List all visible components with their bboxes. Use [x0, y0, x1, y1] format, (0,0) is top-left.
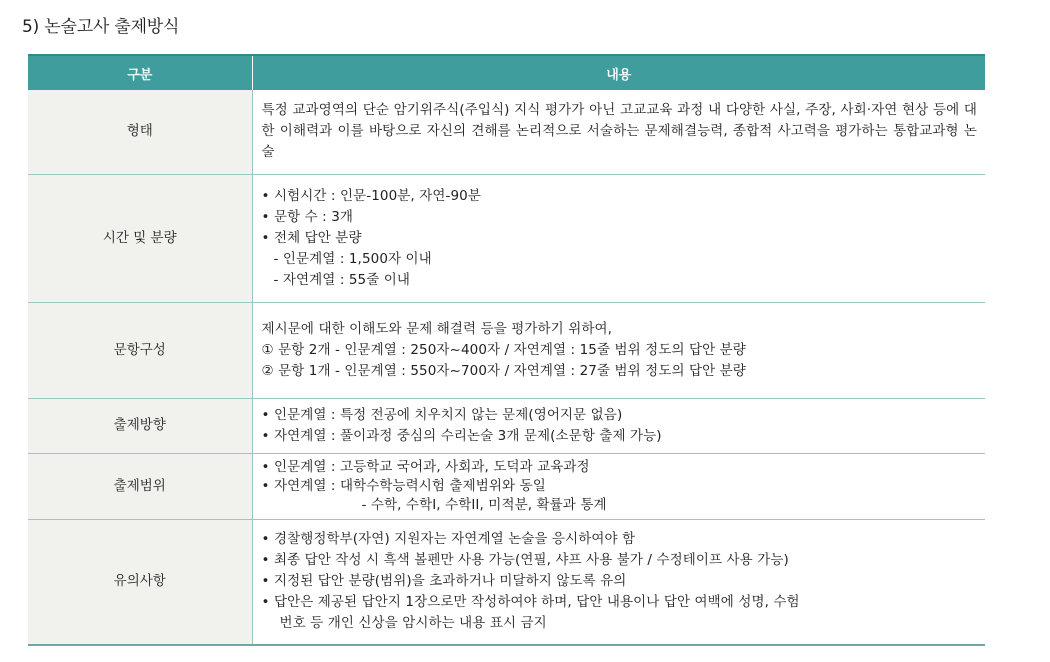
header-category: 구분	[28, 55, 252, 90]
row-label-form: 형태	[28, 90, 252, 174]
row-content-direction	[252, 398, 985, 453]
table-row	[28, 174, 985, 302]
table-row	[28, 519, 985, 645]
row-content-composition	[252, 302, 985, 398]
table-row	[28, 302, 985, 398]
content-line: ① 문항 2개 - 인문계열 : 250자~400자 / 자연계열 : 15줄 범위 정도의 답안 분량	[261, 341, 746, 358]
content-line: - 수학, 수학I, 수학II, 미적분, 확률과 통계	[361, 496, 607, 513]
content-line: • 경찰행정학부(자연) 지원자는 자연계열 논술을 응시하여야 함	[261, 531, 636, 548]
content-line: • 전체 답안 분량	[261, 229, 362, 246]
row-content-form: 특정 교과영역의 단순 암기위주식(주입식) 지식 평가가 아닌 고교교육 과정 내 다양한 사실, 주장, 사회·자연 현상 등에 대한 이해력과 이를 바탕으로 자신의 견해를 논리적으로 서술하는 문제해결능력, 종합적 사고력을 평가하는 통합교과형 논술	[252, 90, 985, 174]
table-row	[28, 398, 985, 453]
row-label-composition: 문항구성	[28, 302, 252, 398]
row-content-scope	[252, 453, 985, 519]
row-content-time	[252, 174, 985, 302]
content-line: • 지정된 답안 분량(범위)을 초과하거나 미달하지 않도록 유의	[261, 573, 627, 590]
exam-format-table	[28, 54, 985, 646]
content-line: - 자연계열 : 55줄 이내	[273, 271, 411, 288]
content-line: • 자연계열 : 대학수학능력시험 출제범위와 동일	[261, 477, 546, 494]
row-label-scope: 출제범위	[28, 453, 252, 519]
content-line: • 최종 답안 작성 시 흑색 볼펜만 사용 가능(연필, 샤프 사용 불가 / 수정테이프 사용 가능)	[261, 552, 789, 569]
row-label-notes: 유의사항	[28, 519, 252, 645]
table-row	[28, 453, 985, 519]
content-line: ② 문항 1개 - 인문계열 : 550자~700자 / 자연계열 : 27줄 범위 정도의 답안 분량	[261, 362, 746, 379]
content-line: 제시문에 대한 이해도와 문제 해결력 등을 평가하기 위하여,	[261, 320, 613, 337]
content-line: • 인문계열 : 특정 전공에 치우치지 않는 문제(영어지문 없음)	[261, 406, 623, 423]
content-line: • 답안은 제공된 답안지 1장으로만 작성하여야 하며, 답안 내용이나 답안 여백에 성명, 수험	[261, 594, 800, 611]
content-line: • 문항 수 : 3개	[261, 208, 354, 225]
header-content: 내용	[252, 55, 985, 90]
content-line: • 시험시간 : 인문-100분, 자연-90분	[261, 187, 481, 204]
content-line: 번호 등 개인 신상을 암시하는 내용 표시 금지	[279, 615, 547, 632]
content-line: • 인문계열 : 고등학교 국어과, 사회과, 도덕과 교육과정	[261, 458, 590, 475]
section-title: 5) 논술고사 출제방식	[22, 17, 180, 37]
table-header-row	[28, 55, 985, 90]
content-line: - 인문계열 : 1,500자 이내	[273, 250, 432, 267]
row-label-direction: 출제방향	[28, 398, 252, 453]
content-line: • 자연계열 : 풀이과정 중심의 수리논술 3개 문제(소문항 출제 가능)	[261, 427, 662, 444]
row-content-notes	[252, 519, 985, 645]
table-row	[28, 90, 985, 174]
row-label-time: 시간 및 분량	[28, 174, 252, 302]
